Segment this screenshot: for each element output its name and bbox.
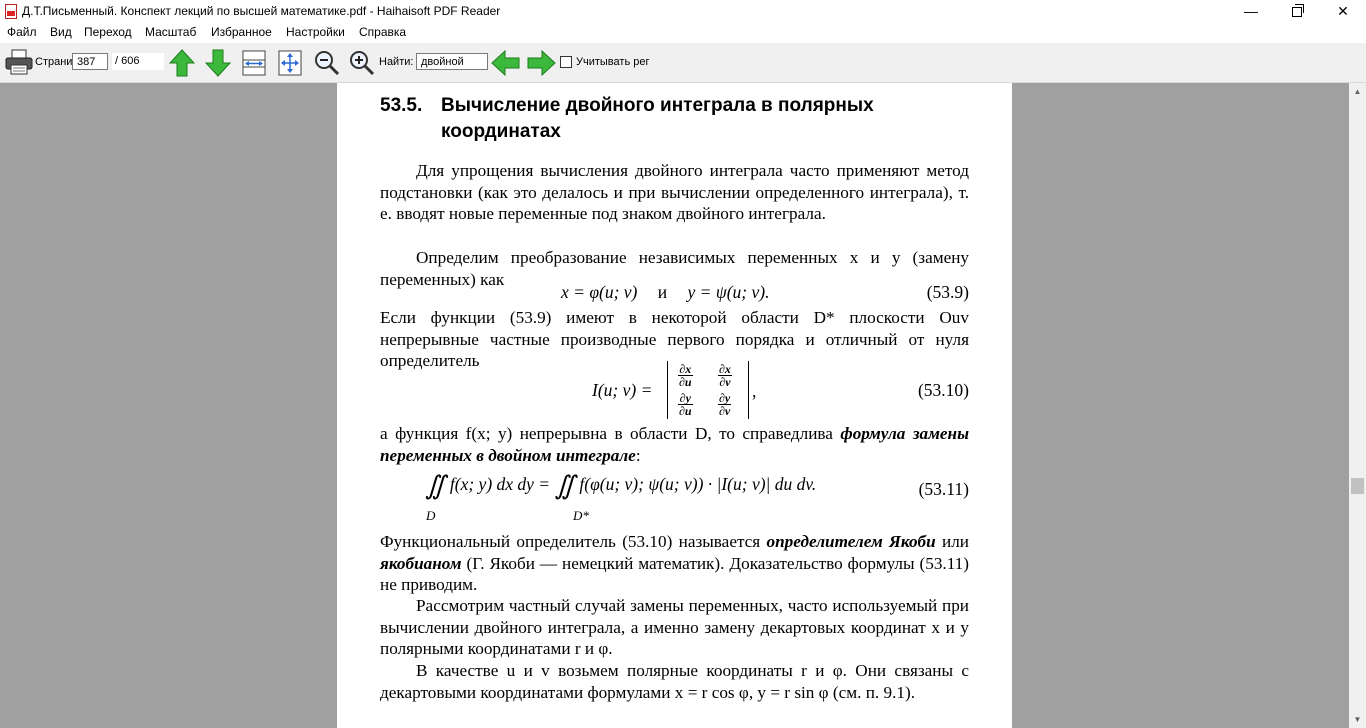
find-input[interactable] <box>416 53 488 70</box>
document-viewer[interactable] <box>0 83 1349 728</box>
paragraph-5-text-a: Функциональный определитель (53.10) называется <box>380 532 761 551</box>
match-case-checkbox[interactable] <box>560 56 572 68</box>
equation-53-11-rhs: f(φ(u; v); ψ(u; v)) · |I(u; v)| du dv. <box>579 474 817 494</box>
menu-settings[interactable]: Настройки <box>286 25 345 39</box>
pdf-page <box>337 83 1012 728</box>
scrollbar-thumb[interactable] <box>1351 478 1364 494</box>
paragraph-5 <box>380 531 969 596</box>
paragraph-5-text-e: (Г. Якоби — немецкий математик). Доказательство формулы (53.11) не приводим. <box>380 553 969 595</box>
menu-help[interactable]: Справка <box>359 25 407 39</box>
menu-zoom[interactable]: Масштаб <box>145 25 197 39</box>
paragraph-5-text-c: или <box>942 532 969 551</box>
minimize-button[interactable]: — <box>1244 3 1258 19</box>
paragraph-2: Определим преобразование независимых переменных x и y (замену переменных) как <box>380 248 969 289</box>
close-button[interactable]: ✕ <box>1337 3 1349 19</box>
paragraph-4 <box>380 423 969 466</box>
find-previous-icon[interactable] <box>491 50 521 76</box>
equation-53-11 <box>425 471 816 501</box>
menu-file[interactable]: Файл <box>7 25 37 39</box>
fit-width-icon[interactable] <box>241 49 267 77</box>
paragraph-1: Для упрощения вычисления двойного интеграла часто применяют метод подстановки (как это делалось и при вычислении определенного интеграла), т. е. вводят новые переменные под знаком двойного интеграла. <box>380 161 969 224</box>
section-title-line-1: Вычисление двойного интеграла в полярных <box>441 95 874 116</box>
zoom-in-icon[interactable] <box>348 49 376 77</box>
equation-number-53-10: (53.10) <box>917 380 969 400</box>
paragraph-4-text: а функция f(x; y) непрерывна в области D, то справедлива <box>380 424 833 443</box>
find-next-icon[interactable] <box>526 50 556 76</box>
equation-53-11-lhs: f(x; y) dx dy = <box>449 474 551 494</box>
page-number-input[interactable] <box>72 53 108 70</box>
equation-53-9-right: y = ψ(u; v). <box>687 282 770 302</box>
next-page-icon[interactable] <box>205 49 231 77</box>
menu-go[interactable]: Переход <box>84 25 132 39</box>
maximize-button[interactable] <box>1274 0 1320 23</box>
menu-bar <box>0 23 1366 43</box>
partial-x-u: $\frac{\partial x}{\partial u}$ <box>679 362 692 389</box>
section-title-line-2: координатах <box>441 121 561 142</box>
menu-favorites[interactable]: Избранное <box>211 25 272 39</box>
equation-53-9-left: x = φ(u; v) <box>561 282 638 302</box>
jacobian-determinant <box>667 361 749 419</box>
previous-page-icon[interactable] <box>169 49 195 77</box>
determinant-comma: , <box>752 381 757 401</box>
toolbar <box>0 43 1366 83</box>
integral-domain-d: D <box>426 508 436 523</box>
jacobi-determinant-term: определителем Якоби <box>766 532 936 551</box>
paragraph-4-colon: : <box>635 445 641 465</box>
partial-x-v: $\frac{\partial x}{\partial v}$ <box>719 362 731 389</box>
paragraph-7: В качестве u и v возьмем полярные координаты r и φ. Они связаны с декартовыми координатами формулами x = r cos φ, y = r sin φ (см. п. 9.1). <box>380 661 969 702</box>
scroll-up-icon[interactable]: ▲ <box>1353 87 1362 96</box>
fit-page-icon[interactable] <box>277 49 303 77</box>
print-icon[interactable] <box>4 48 34 76</box>
change-of-variables-term: формула замены переменных в двойном интеграле <box>380 424 969 465</box>
menu-view[interactable]: Вид <box>50 25 72 39</box>
equation-53-9 <box>561 282 769 303</box>
determinant-lhs: I(u; v) = <box>592 380 653 400</box>
page-label: Страни <box>35 56 73 68</box>
restore-icon <box>1292 7 1302 17</box>
pdf-app-icon <box>5 4 17 19</box>
equation-number-53-11: (53.11) <box>918 479 969 499</box>
jacobian-term: якобианом <box>380 553 462 573</box>
paragraph-3: Если функции (53.9) имеют в некоторой области D* плоскости Ouv непрерывные частные производные первого порядка и отличный от нуля определитель <box>380 308 969 371</box>
paragraph-6: Рассмотрим частный случай замены переменных, часто используемый при вычислении двойного интеграла, а именно замену декартовых координат x и y полярными координатами r и φ. <box>380 596 969 659</box>
window-title: Д.Т.Письменный. Конспект лекций по высшей математике.pdf - Haihaisoft PDF Reader <box>22 4 501 18</box>
partial-y-u: $\frac{\partial y}{\partial u}$ <box>679 391 692 418</box>
title-bar <box>0 0 1366 23</box>
section-heading <box>380 93 874 119</box>
double-integral-sign-2: ∬ <box>554 471 576 500</box>
page-total: / 606 <box>112 53 164 70</box>
zoom-out-icon[interactable] <box>313 49 341 77</box>
section-number: 53.5. <box>380 95 423 116</box>
find-label: Найти: <box>379 56 414 68</box>
scroll-down-icon[interactable]: ▼ <box>1353 715 1362 724</box>
vertical-scrollbar[interactable] <box>1349 83 1366 728</box>
double-integral-sign-1: ∬ <box>425 471 446 500</box>
equation-number-53-9: (53.9) <box>926 282 969 302</box>
equation-53-9-and: и <box>657 282 668 302</box>
integral-domain-d-star: D* <box>573 508 589 523</box>
partial-y-v: $\frac{\partial y}{\partial v}$ <box>719 391 731 418</box>
match-case-label: Учитывать рег <box>576 56 650 68</box>
